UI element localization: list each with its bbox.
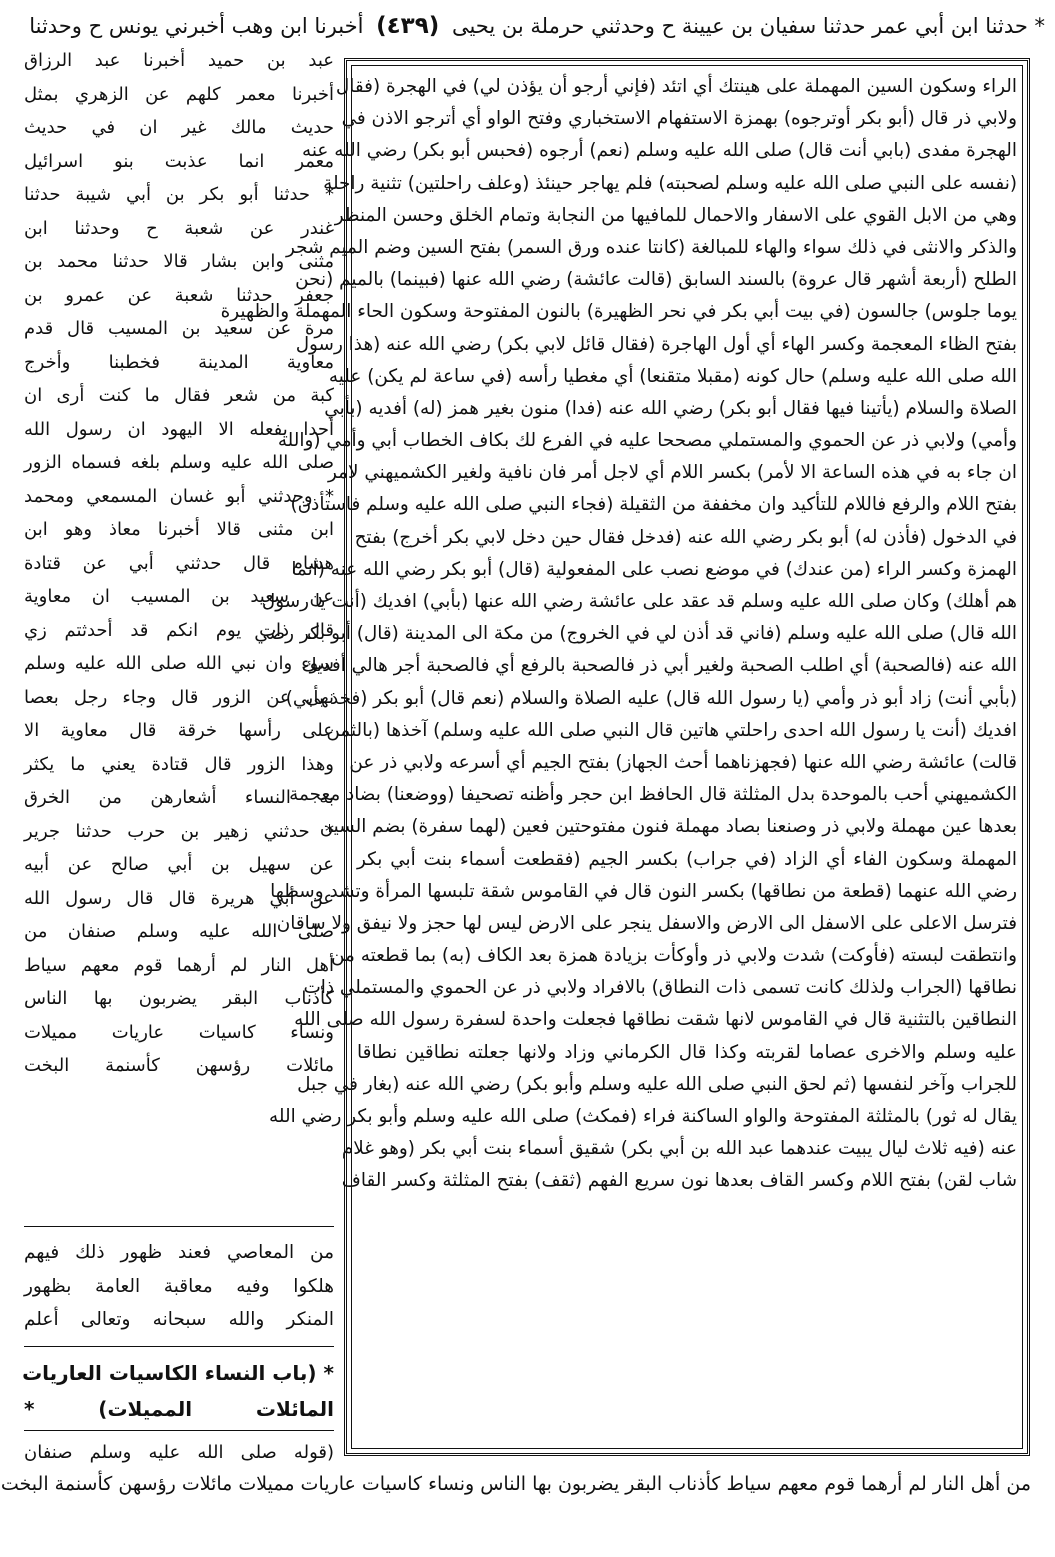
chapter-heading-line: المائلات المميلات) * xyxy=(24,1397,334,1421)
commentary-line: فترسل الاعلى على الاسفل الى الارض والاسفل ينجر على الارض ليس لها حجز ولا نيفق ولا ساقان xyxy=(276,912,1017,934)
commentary-frame xyxy=(220,58,1030,1456)
hadith-line: عبد بن حميد أخبرنا عبد الرزاق xyxy=(24,50,334,71)
commentary-line: وانتطقت لبسته (فأوكت) شدت ولابي ذر وأوكأت بزيادة همزة بعد الكاف (به) بما قطعته من xyxy=(331,945,1017,967)
commentary-line: هم أهلك) وكان صلى الله عليه وسلم قد عقد على عائشة رضي الله عنها (بأبي) افديك (أنت يا رسول xyxy=(261,591,1017,612)
hadith-line: حديث مالك غير ان في حديث xyxy=(24,117,334,138)
commentary-line: عنه (فيه ثلاث ليال يبيت عندهما عبد الله بن أبي بكر) شقيق أسماء بنت أبي بكر (وهو غلام xyxy=(341,1138,1017,1160)
header-text-right: * حدثنا ابن أبي عمر حدثنا سفيان بن عيينة ح وحدثني حرملة بن يحيى xyxy=(451,14,1045,38)
hadith-line: * وحدثني أبو غسان المسمعي ومحمد xyxy=(24,485,334,507)
commentary-line: الهمزة وكسر الراء (من عندك) في موضع نصب على المفعولية (قال) أبو بكر رضي الله عنه (انما xyxy=(291,558,1017,580)
commentary-line: الصلاة والسلام (يأتينا فيها فقال أبو بكر) رضي الله عنه (فدا) منون بغير همز (له) أفديه (بأبي xyxy=(324,397,1017,419)
commentary-line: الطلح (أربعة أشهر قال عروة) بالسند السابق (قالت عائشة) رضي الله عنها (فبينما) بالميم (نحن xyxy=(295,269,1017,291)
commentary-line: ان جاء به في هذه الساعة الا لأمر) بكسر اللام أي لاجل أمر فان نافية ولغير الكشميهني لامر xyxy=(328,462,1017,484)
hadith-text xyxy=(24,44,334,1083)
commentary-line: بفتح اللام والرفع فاللام للتأكيد وان مخففة من الثقيلة (فجاء النبي صلى الله عليه وسلم فاستأذن) xyxy=(290,494,1017,516)
hadith-line: على رأسها خرقة قال معاوية الا xyxy=(24,720,334,741)
chapter-heading-text xyxy=(24,1355,334,1427)
commentary-line: الهجرة مفدى (بابي أنت قال) صلى الله عليه وسلم (نعم) أرجوه (فحبس أبو بكر) رضي الله عنه xyxy=(301,140,1017,162)
commentary-line: (نفسه على النبي صلى الله عليه وسلم لصحبته) فلم يهاجر حينئذ (وعلف راحلتين) تثنية راحلة xyxy=(323,172,1017,194)
hadith-line: جعفر حدثنا شعبة عن عمرو بن xyxy=(24,284,334,306)
conclusion-line: من المعاصي فعند ظهور ذلك فيهم xyxy=(24,1242,334,1263)
column-divider xyxy=(24,1226,334,1227)
hadith-line: قال ذات يوم انكم قد أحدثتم زي xyxy=(24,619,334,641)
commentary-line: الراء وسكون السين المهملة على هينتك أي اتئد (فإني أرجو أن يؤذن لي) في الهجرة (فقال xyxy=(335,76,1017,97)
commentary-start-line: (قوله صلى الله عليه وسلم صنفان xyxy=(24,1442,334,1463)
commentary-line: الله صلى الله عليه وسلم) حال كونه (مقبلا متقنعا) أي مغطيا رأسه (في ساعة لم يكن) عليه xyxy=(328,365,1017,387)
commentary-line: (بأبي أنت) زاد أبو ذر وأمي (يا رسول الله قال) عليه الصلاة والسلام (نعم قال) أبو بكر (فخذ بأبي) xyxy=(285,687,1017,709)
commentary-line: النطاقين بالتثنية قال في القاموس لانها شقت نطاقها فجعلت واحدة لسفرة رسول الله صلى الله xyxy=(294,1009,1017,1031)
hadith-line: عن سعيد بن المسيب ان معاوية xyxy=(24,586,334,607)
commentary-line: بعدها عين مهملة ولابي ذر وصنعنا بصاد مهملة فنون مفتوحتين فعين (لهما سفرة) بضم السين xyxy=(319,816,1017,838)
commentary-start xyxy=(24,1436,334,1466)
page-number: (٤٣٩) xyxy=(376,13,440,39)
hadith-line: عن سهيل بن أبي صالح عن أبيه xyxy=(24,854,334,875)
hadith-line: * حدثني زهير بن حرب حدثنا جرير xyxy=(24,820,334,842)
commentary-line: نطاقها (الجراب ولذلك كانت تسمى ذات النطاق) بالافراد ولابي ذر عن الحموي والمستملي ذات xyxy=(303,977,1017,999)
conclusion-line: هلكوا وفيه معاقبة العامة بظهور xyxy=(24,1275,334,1297)
commentary-line: شاب لقن) بفتح اللام وكسر القاف بعدها نون سريع الفهم (ثقف) بفتح المثلثة وكسر القاف xyxy=(341,1170,1017,1192)
commentary-line: وهي من الابل القوي على الاسفار والاحمال للمافيها من النجابة وتمام الخلق وحسن المنظر xyxy=(334,204,1017,226)
hadith-line: كبة من شعر فقال ما كنت أرى ان xyxy=(24,385,334,406)
hadith-line: صلى الله عليه وسلم بلغه فسماه الزور xyxy=(24,452,334,473)
header-text-left: أخبرنا ابن وهب أخبرني يونس ح وحدثنا xyxy=(29,14,364,38)
conclusion-text xyxy=(24,1236,334,1337)
commentary-line: يقال له ثور) بالمثلثة المفتوحة والواو الساكنة فراء (فمكث) صلى الله عليه وسلم وأبو بكر رضي الله xyxy=(269,1106,1017,1127)
commentary-line: والذكر والانثى في ذلك سواء والهاء للمبالغة (كانتا عنده ورق السمر) بفتح السين وضم الميم شجر xyxy=(285,236,1017,258)
commentary-line: وأمي) ولابي ذر عن الحموي والمستملي مصححا عليه في الفرع لك بكاف الخطاب أبي وأمي (والله xyxy=(277,430,1017,452)
hadith-line: به النساء أشعارهن من الخرق xyxy=(24,787,334,808)
page-header xyxy=(24,6,1045,46)
hadith-line: * حدثنا أبو بكر بن أبي شيبة حدثنا xyxy=(24,184,334,205)
hadith-line: صلى الله عليه وسلم صنفان من xyxy=(24,921,334,942)
hadith-line: ونساء كاسيات عاريات مميلات xyxy=(24,1021,334,1043)
commentary-conclusion xyxy=(24,1236,334,1340)
hadith-line: معاوية المدينة فخطبنا وأخرج xyxy=(24,351,334,373)
conclusion-line: المنكر والله سبحانه وتعالى أعلم xyxy=(24,1309,334,1330)
hadith-line: عن أبي هريرة قال قال رسول الله xyxy=(24,887,334,909)
commentary-line: الله عنه (فالصحبة) أي اطلب الصحبة ولغير أبي ذر فالصحبة بالرفع أي فالصحبة أجر هالي أفديك xyxy=(301,655,1017,677)
commentary-line: افديك (أنت يا رسول الله احدى راحلتي هاتين قال النبي صلى الله عليه وسلم) آخذها (بالثمن xyxy=(326,719,1017,741)
commentary-line: رضي الله عنهما (قطعة من نطاقها) بكسر النون قال في القاموس شقة تلبسها المرأة وتشد وسطها xyxy=(270,880,1017,902)
commentary-line: في الدخول (فأذن له) أبو بكر رضي الله عنه (فدخل فقال حين دخل لابي بكر أخرج) بفتح xyxy=(354,526,1017,548)
hadith-line: مثنى وابن بشار قالا حدثنا محمد بن xyxy=(24,251,334,272)
hadith-line: نهى عن الزور قال وجاء رجل بعصا xyxy=(24,686,334,708)
hadith-line: غندر عن شعبة ح وحدثنا ابن xyxy=(24,217,334,239)
commentary-body xyxy=(220,71,1017,1198)
commentary-line: عليه وسلم والاخرى عصاما لقربته وكذا قال الكرماني وزاد ولانها جعلته نطاقين نطاقا xyxy=(357,1041,1017,1063)
commentary-line: المهملة وسكون الفاء أي الزاد (في جراب) بكسر الجيم (فقطعت أسماء بنت أبي بكر xyxy=(357,848,1017,870)
chapter-heading-line: * (باب النساء الكاسيات العاريات xyxy=(22,1361,334,1385)
heading-divider-bottom xyxy=(24,1430,334,1431)
hadith-line: هشام قال حدثني أبي عن قتادة xyxy=(24,552,334,574)
commentary-line: قالت) عائشة رضي الله عنها (فجهزناهما أحث الجهاز) بفتح الجيم أي أسرعه ولابي ذر عن xyxy=(349,751,1017,773)
hadith-line: سوء وان نبي الله صلى الله عليه وسلم xyxy=(24,653,334,674)
commentary-line: ولابي ذر قال (أبو بكر أوترجوه) بهمزة الاستفهام الاستخباري وفتح الواو أي أترجو الاذن في xyxy=(341,108,1017,130)
commentary-line: الله قال) صلى الله عليه وسلم (فاني قد أذن لي في الخروج) من مكة الى المدينة (قال) أبو بكر رضي xyxy=(254,623,1017,645)
hadith-line: ابن مثنى قالا أخبرنا معاذ وهو ابن xyxy=(24,519,334,540)
page-footer: من أهل النار لم أرهما قوم معهم سياط كأذناب البقر يضربون بها الناس ونساء كاسيات عاريات مميلات مائلات رؤسهن كأسنمة البخت xyxy=(0,1473,1031,1495)
commentary-line: بفتح الظاء المعجمة وكسر الهاء أي أول الهاجرة (فقال قائل لابي بكر) رضي الله عنه (هذا رسول xyxy=(295,333,1017,355)
hadith-line: معمر انما عذبت بنو اسرائيل xyxy=(24,150,334,172)
hadith-line: مائلات رؤسهن كأسنمة البخت xyxy=(24,1055,334,1076)
commentary-line: يوما جلوس) جالسون (في بيت أبي بكر في نحر الظهيرة) بالنون المفتوحة وسكون الحاء المهملة والظهيرة xyxy=(220,301,1017,323)
hadith-line: وهذا الزور قال قتادة يعني ما يكثر xyxy=(24,753,334,775)
hadith-line: مرة عن سعيد بن المسيب قال قدم xyxy=(24,318,334,339)
hadith-line: أخبرنا معمر كلهم عن الزهري بمثل xyxy=(24,83,334,105)
chapter-heading xyxy=(24,1355,334,1427)
heading-divider xyxy=(24,1346,334,1347)
commentary-line: الكشميهني أحب بالموحدة بدل المثلثة قال الحافظ ابن حجر وأظنه تصحيفا (ووضعنا) بضاد معجمة xyxy=(289,784,1017,806)
hadith-line: أحدا يفعله الا اليهود ان رسول الله xyxy=(24,418,334,440)
hadith-line: أهل النار لم أرهما قوم معهم سياط xyxy=(24,954,334,976)
commentary-line: للجراب وآخر لنفسها (ثم لحق النبي صلى الله عليه وسلم وأبو بكر) رضي الله عنه (بغار في جبل xyxy=(297,1073,1017,1095)
hadith-column xyxy=(24,44,334,1224)
hadith-line: كأذناب البقر يضربون بها الناس xyxy=(24,988,334,1009)
